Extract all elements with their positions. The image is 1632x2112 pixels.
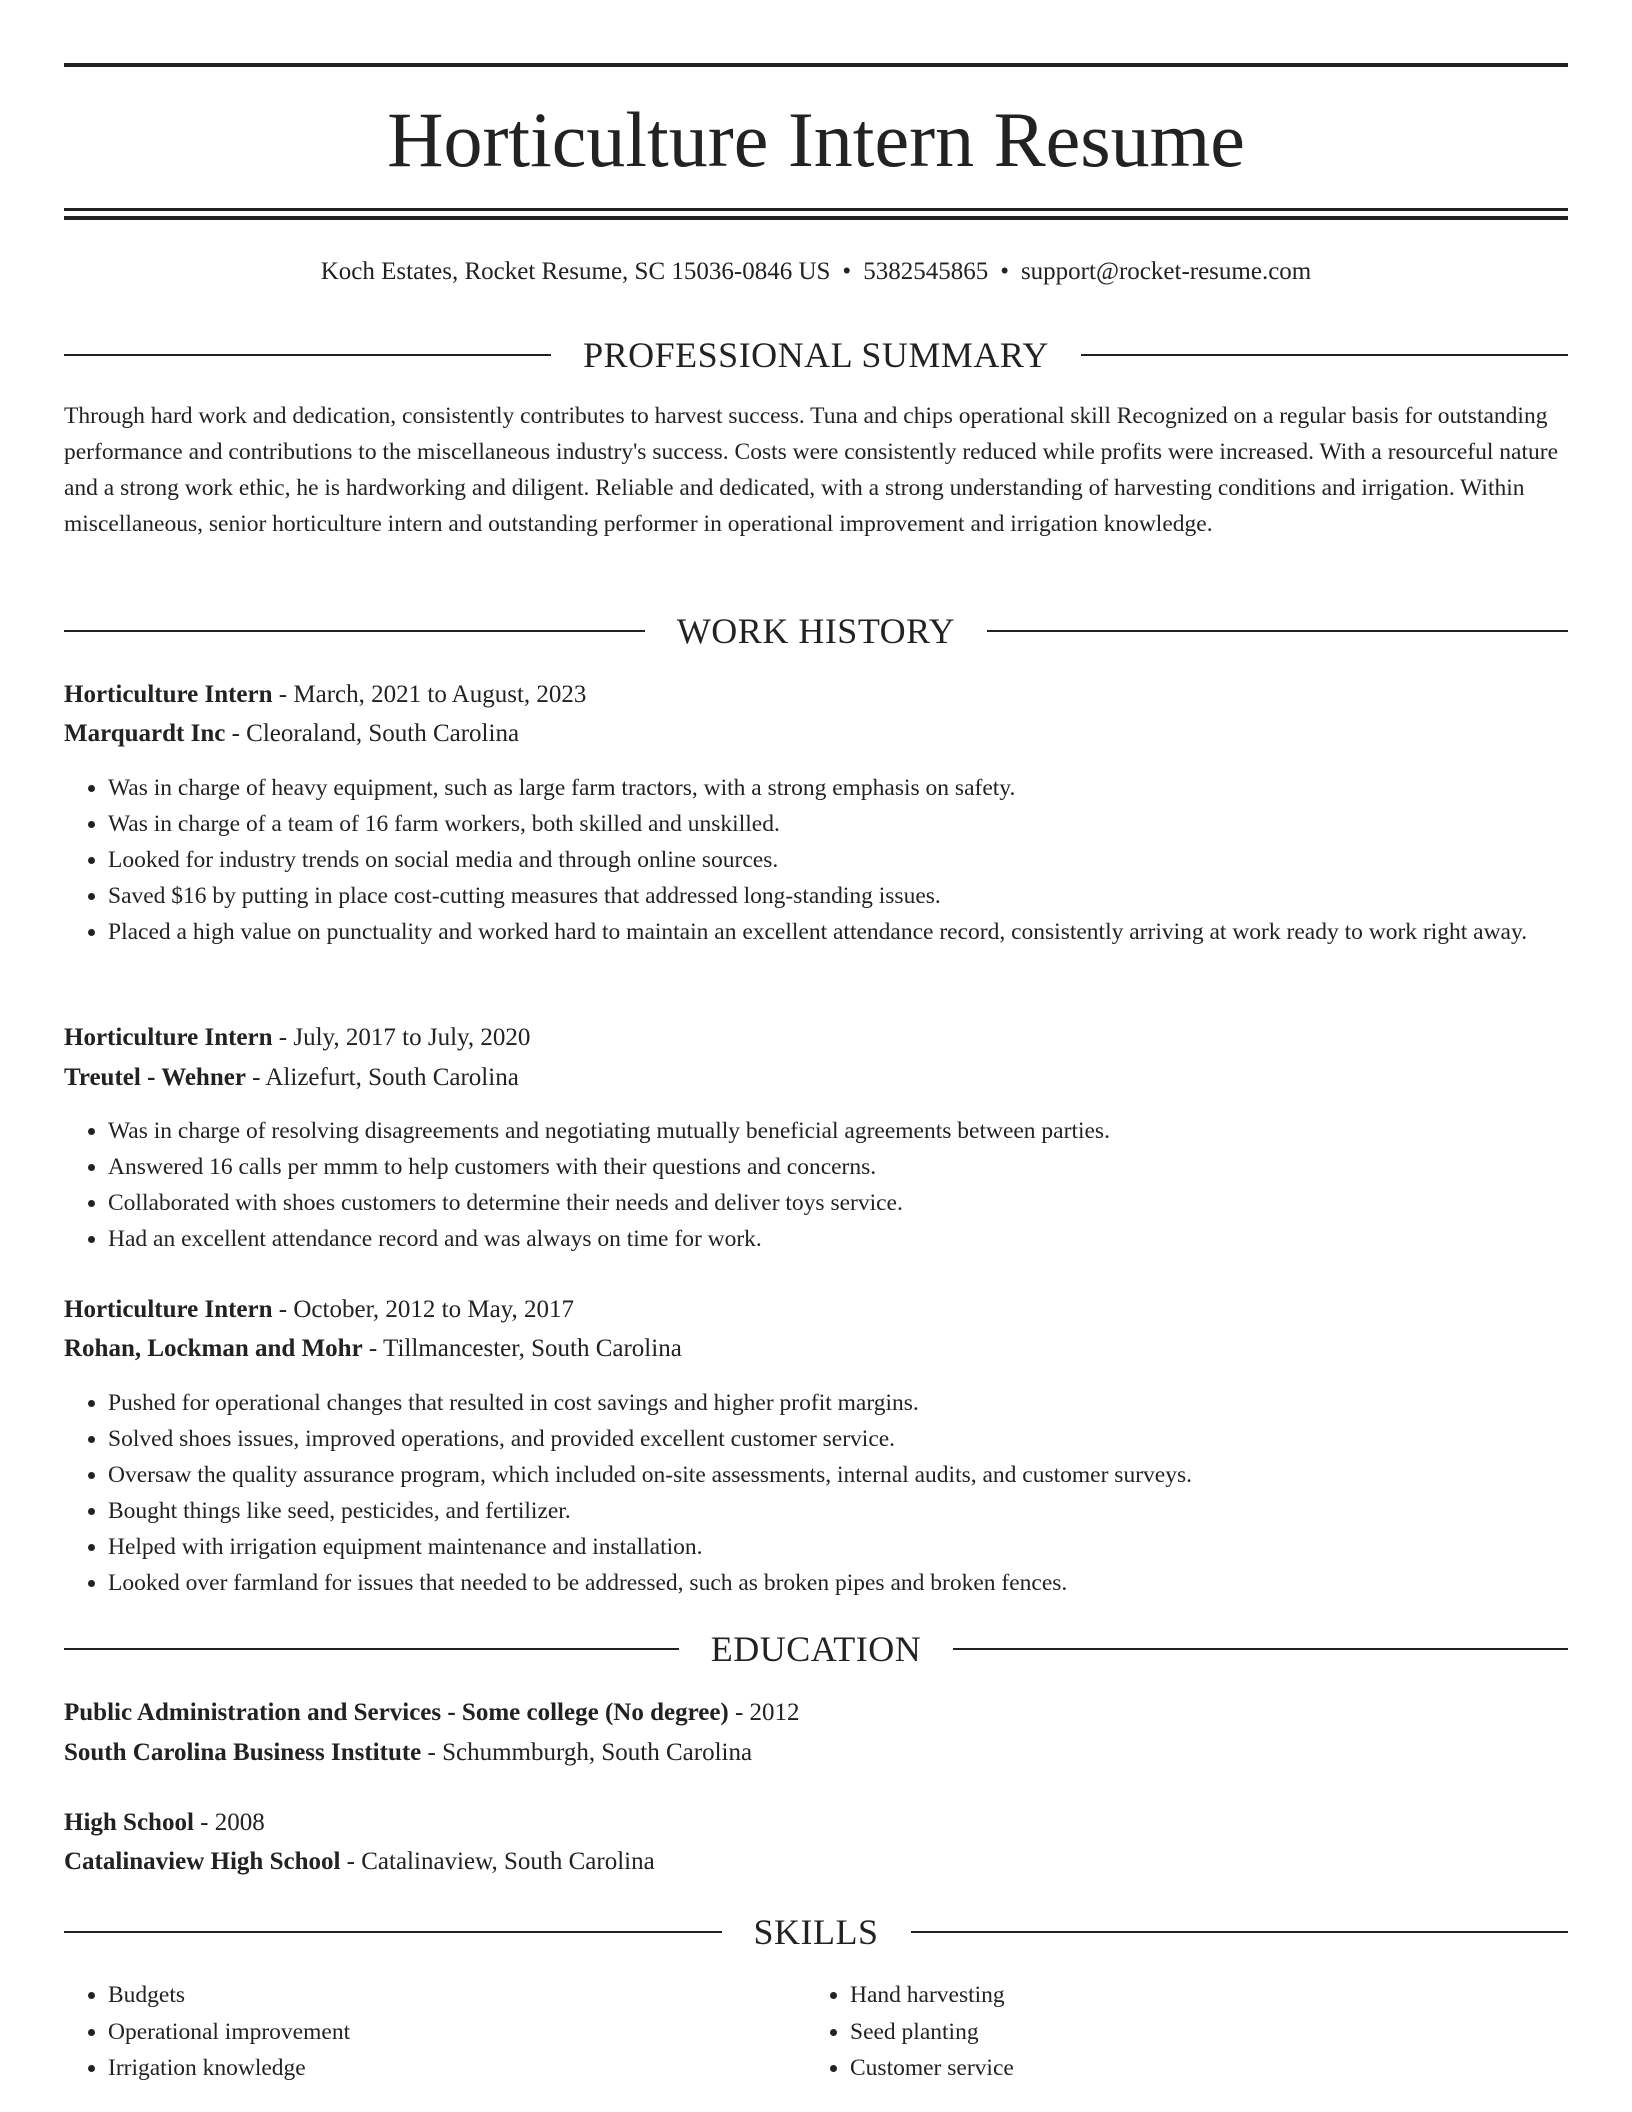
job-company-line [64, 1060, 1568, 1096]
education-location: - Schummburgh, South Carolina [421, 1739, 753, 1766]
education-school: South Carolina Business Institute [64, 1739, 422, 1766]
heading-rule [953, 1648, 1568, 1650]
heading-rule [1081, 354, 1568, 356]
skill-item: • Budgets [108, 1977, 804, 2014]
contact-address: Koch Estates, Rocket Resume, SC 15036-0846 US [320, 258, 831, 285]
heading-rule [64, 354, 551, 356]
job-bullet: • Was in charge of resolving disagreements and negotiating mutually beneficial agreements between parties. [108, 1113, 1568, 1149]
job-location: - Alizefurt, South Carolina [245, 1064, 519, 1091]
job-bullets [64, 1385, 1568, 1601]
section-title-work: WORK HISTORY [676, 611, 956, 651]
job-bullet: • Pushed for operational changes that resulted in cost savings and higher profit margins. [108, 1385, 1568, 1421]
section-heading-skills [64, 1910, 1568, 1954]
contact-separator: • [842, 258, 852, 285]
job-title: Horticulture Intern [64, 1024, 273, 1051]
education-degree-line [64, 1695, 1568, 1731]
education-year: - 2012 [728, 1699, 800, 1726]
job-bullets [64, 770, 1568, 950]
section-title-education: EDUCATION [710, 1629, 922, 1669]
job-dates: - October, 2012 to May, 2017 [272, 1296, 575, 1323]
skill-item: • Seed planting [850, 2014, 1546, 2051]
contact-phone: 5382545865 [863, 258, 989, 285]
job-location: - Cleoraland, South Carolina [225, 720, 520, 747]
job-bullet: • Saved $16 by putting in place cost-cutting measures that addressed long-standing issues. [108, 878, 1568, 914]
job-bullet: • Was in charge of heavy equipment, such as large farm tractors, with a strong emphasis on safety. [108, 770, 1568, 806]
education-degree: High School [64, 1809, 194, 1836]
header-bottom-rule-2 [64, 216, 1568, 220]
job-bullet: • Had an excellent attendance record and was always on time for work. [108, 1221, 1568, 1257]
job-title: Horticulture Intern [64, 681, 273, 708]
job-company: Marquardt Inc [64, 720, 226, 747]
job-dates: - March, 2021 to August, 2023 [272, 681, 587, 708]
job-bullet: • Looked over farmland for issues that needed to be addressed, such as broken pipes and broken fences. [108, 1565, 1568, 1601]
skill-item: • Hand harvesting [850, 1977, 1546, 2014]
job-bullet: • Was in charge of a team of 16 farm workers, both skilled and unskilled. [108, 806, 1568, 842]
job-bullet: • Collaborated with shoes customers to determine their needs and deliver toys service. [108, 1185, 1568, 1221]
education-school: Catalinaview High School [64, 1848, 341, 1875]
heading-rule [987, 630, 1568, 632]
section-title-summary: PROFESSIONAL SUMMARY [583, 335, 1049, 375]
job-title-line [64, 1292, 1568, 1328]
job-company: Rohan, Lockman and Mohr [64, 1335, 363, 1362]
job-bullet: • Helped with irrigation equipment maintenance and installation. [108, 1529, 1568, 1565]
job-company: Treutel - Wehner [64, 1064, 246, 1091]
section-heading-education [64, 1627, 1568, 1671]
skill-item: • Customer service [850, 2050, 1546, 2087]
summary-paragraph: Through hard work and dedication, consistently contributes to harvest success. Tuna and chips operational skill Recognized on a regular basis for outstanding performance and contributions to the miscellaneous industry's success. Costs were consistently reduced while profits were increased. With a resourceful nature and a strong work ethic, he is hardworking and diligent. Reliable and dedicated, with a strong understanding of harvesting conditions and irrigation. Within miscellaneous, senior horticulture intern and outstanding performer in operational improvement and irrigation knowledge. [64, 403, 1558, 537]
education-location: - Catalinaview, South Carolina [340, 1848, 655, 1875]
education-degree: Public Administration and Services - Some college (No degree) [64, 1699, 729, 1726]
job-bullet: • Looked for industry trends on social media and through online sources. [108, 842, 1568, 878]
job-dates: - July, 2017 to July, 2020 [272, 1024, 531, 1051]
skill-item: • Irrigation knowledge [108, 2050, 804, 2087]
job-bullet: • Answered 16 calls per mmm to help customers with their questions and concerns. [108, 1149, 1568, 1185]
heading-rule [64, 1648, 679, 1650]
contact-line [64, 254, 1568, 290]
job-bullet: • Solved shoes issues, improved operations, and provided excellent customer service. [108, 1421, 1568, 1457]
header-bottom-rule [64, 208, 1568, 211]
contact-separator: • [1000, 258, 1009, 285]
job-company-line [64, 716, 1568, 752]
heading-rule [911, 1931, 1569, 1933]
education-school-line [64, 1844, 1568, 1880]
heading-rule [64, 630, 645, 632]
education-degree-line [64, 1805, 1568, 1841]
job-bullets [64, 1113, 1568, 1257]
job-bullet: • Bought things like seed, pesticides, and fertilizer. [108, 1493, 1568, 1529]
section-heading-summary [64, 333, 1568, 377]
job-location: - Tillmancester, South Carolina [362, 1335, 682, 1362]
section-heading-work [64, 609, 1568, 653]
header-top-rule [64, 63, 1568, 67]
job-bullet: • Placed a high value on punctuality and worked hard to maintain an excellent attendance record, consistently arriving at work ready to work right away. [108, 914, 1568, 950]
resume-title: Horticulture Intern Resume [387, 96, 1245, 183]
contact-email: support@rocket-resume.com [1020, 258, 1312, 285]
section-title-skills: SKILLS [753, 1912, 879, 1952]
skill-item: • Operational improvement [108, 2014, 804, 2051]
job-bullet: • Oversaw the quality assurance program, which included on-site assessments, internal audits, and customer surveys. [108, 1457, 1568, 1493]
job-title-line [64, 1020, 1568, 1056]
skills-list-left [64, 1977, 804, 2087]
education-school-line [64, 1735, 1568, 1771]
heading-rule [64, 1931, 722, 1933]
skills-list-right [806, 1977, 1546, 2087]
education-year: - 2008 [193, 1809, 265, 1836]
job-company-line [64, 1331, 1568, 1367]
job-title-line [64, 677, 1568, 713]
job-title: Horticulture Intern [64, 1296, 273, 1323]
